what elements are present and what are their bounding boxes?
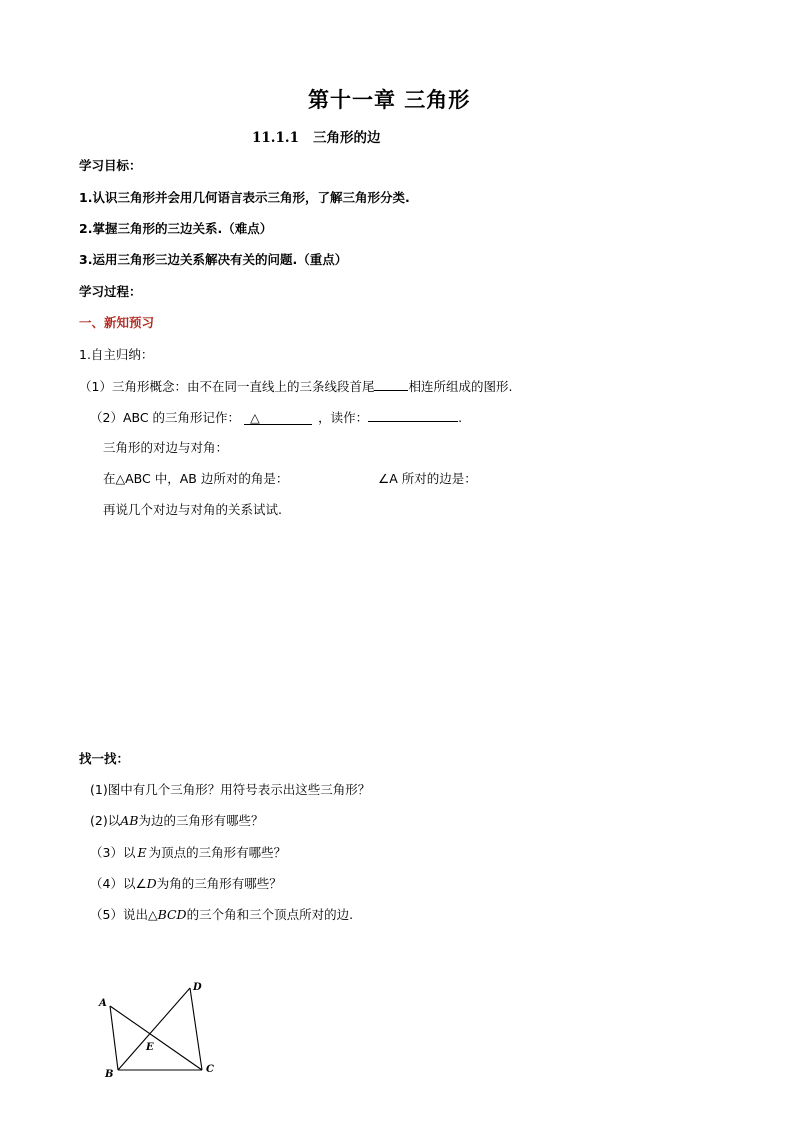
concept-text-after: 相连所组成的图形. [408, 379, 513, 394]
q5-variable: BCD [157, 907, 187, 922]
find-question-2 [90, 811, 263, 829]
opposite-heading: 三角形的对边与对角： [103, 440, 229, 455]
label-b: B [105, 1069, 114, 1080]
q3-text-pre: （3）以 [90, 845, 136, 860]
objective-item-1: 1.认识三角形并会用几何语言表示三角形，了解三角形分类. [79, 190, 410, 205]
q2-text-pre: (2)以 [90, 813, 121, 828]
concept-text-before: （1）三角形概念：由不在同一直线上的三条线段首尾 [79, 379, 375, 394]
chapter-title: 第十一章 三角形 [308, 87, 471, 112]
process-heading: 学习过程： [79, 284, 142, 299]
label-a: A [99, 998, 107, 1009]
find-question-4 [90, 874, 282, 892]
find-heading: 找一找： [79, 751, 130, 766]
segment-bd [118, 988, 190, 1070]
objective-item-2: 2.掌握三角形的三边关系.（难点） [79, 221, 273, 236]
objective-item-3: 3.运用三角形三边关系解决有关的问题.（重点） [79, 252, 348, 267]
label-d: D [193, 982, 202, 993]
find-question-3 [90, 843, 286, 861]
preview-heading: 一、新知预习 [79, 315, 155, 330]
summary-heading: 1.自主归纳： [79, 347, 154, 362]
segment-ab [110, 1006, 118, 1070]
triangle-symbol: △ [250, 410, 260, 425]
notation-text-end: . [458, 410, 463, 425]
segment-dc [190, 988, 202, 1070]
concept-line [79, 376, 512, 395]
q3-variable: E [137, 845, 147, 860]
concept-blank[interactable] [374, 376, 408, 391]
find-question-5 [90, 905, 353, 923]
segment-ac [110, 1006, 202, 1070]
objectives-heading: 学习目标： [79, 158, 142, 173]
q4-text-pre: （4）以∠ [90, 876, 147, 891]
geometry-figure [90, 975, 230, 1085]
q4-variable: D [146, 876, 157, 891]
q5-text-post: 的三个角和三个顶点所对的边. [186, 907, 354, 922]
section-title [252, 126, 380, 146]
section-number: 11.1.1 [252, 130, 299, 146]
notation-line [90, 407, 462, 426]
opposite-line-part2: ∠A 所对的边是： [378, 471, 477, 486]
label-e: E [146, 1042, 154, 1053]
find-question-1: (1)图中有几个三角形？用符号表示出这些三角形？ [90, 782, 371, 797]
reading-blank[interactable] [368, 407, 458, 422]
section-name: 三角形的边 [312, 130, 381, 146]
notation-text-before: （2）ABC 的三角形记作： [90, 410, 241, 425]
label-c: C [206, 1064, 214, 1075]
retell-line: 再说几个对边与对角的关系试试. [103, 502, 282, 517]
q2-variable: AB [120, 813, 139, 828]
q4-text-post: 为角的三角形有哪些？ [156, 876, 282, 891]
q3-text-post: 为顶点的三角形有哪些？ [148, 845, 287, 860]
notation-text-middle: ，读作： [318, 410, 369, 425]
q2-text-post: 为边的三角形有哪些？ [138, 813, 264, 828]
notation-blank[interactable] [244, 410, 312, 425]
q5-text-pre: （5）说出△ [90, 907, 158, 922]
opposite-line-part1: 在△ABC 中，AB 边所对的角是： [103, 471, 289, 486]
